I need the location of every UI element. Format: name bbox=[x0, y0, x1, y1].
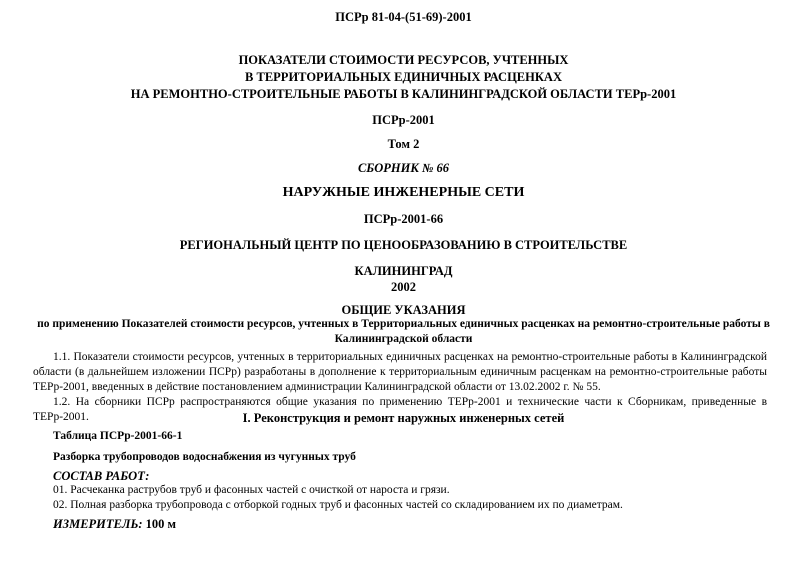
general-subheading-1: по применению Показателей стоимости ресурсов, учтенных в Территориальных единичных расценках на ремонтно-строительные работы в bbox=[37, 318, 770, 330]
general-heading: ОБЩИЕ УКАЗАНИЯ bbox=[341, 303, 466, 317]
table-title: Разборка трубопроводов водоснабжения из чугунных труб bbox=[53, 451, 356, 463]
work-heading: СОСТАВ РАБОТ: bbox=[53, 469, 150, 483]
title-line-3: НА РЕМОНТНО-СТРОИТЕЛЬНЫЕ РАБОТЫ В КАЛИНИНГРАДСКОЙ ОБЛАСТИ ТЕРр-2001 bbox=[130, 87, 677, 101]
measure-value: 100 м bbox=[145, 517, 177, 531]
collection-label: СБОРНИК № 66 bbox=[357, 161, 450, 175]
collection-title: НАРУЖНЫЕ ИНЖЕНЕРНЫЕ СЕТИ bbox=[282, 185, 525, 200]
year-label: 2002 bbox=[391, 280, 416, 294]
general-subheading-2: Калининградской области bbox=[334, 333, 473, 345]
section-heading: I. Реконструкция и ремонт наружных инженерных сетей bbox=[242, 411, 565, 425]
measure-label: ИЗМЕРИТЕЛЬ: bbox=[53, 517, 143, 531]
volume-label: Том 2 bbox=[387, 137, 420, 151]
title-line-2: В ТЕРРИТОРИАЛЬНЫХ ЕДИНИЧНЫХ РАСЦЕНКАХ bbox=[245, 70, 562, 84]
work-item-2: 02. Полная разборка трубопровода с отборкой годных труб и фасонных частей со складированием их по диаметрам. bbox=[53, 499, 623, 511]
psrr-label: ПСРр-2001 bbox=[372, 113, 435, 127]
work-item-1: 01. Расчеканка раструбов труб и фасонных частей с очисткой от нароста и грязи. bbox=[53, 484, 450, 496]
city-label: КАЛИНИНГРАД bbox=[354, 264, 453, 278]
paragraph-1-2: 1.2. На сборники ПСРр распространяются общие указания по применению ТЕРр-2001 и технические части к Сборникам, приведенные в ТЕРр-2001. bbox=[33, 396, 767, 423]
title-line-1: ПОКАЗАТЕЛИ СТОИМОСТИ РЕСУРСОВ, УЧТЕННЫХ bbox=[238, 53, 569, 67]
paragraph-1-1: 1.1. Показатели стоимости ресурсов, учтенных в территориальных единичных расценках на ремонтно-строительные работы в Калининградской области (в дальнейшем изложении ПСРр) разработаны в дополнение к территориальным единичным расценкам на ремонтно-строительные работы ТЕРр-2001, введенных в действие постановлением администрации Калининградской области от 13.02.2002 г. № 55. bbox=[33, 351, 767, 393]
measure-row bbox=[53, 517, 176, 532]
doc-code: ПСРр 81-04-(51-69)-2001 bbox=[335, 10, 472, 24]
table-label: Таблица ПСРр-2001-66-1 bbox=[53, 430, 183, 442]
center-name: РЕГИОНАЛЬНЫЙ ЦЕНТР ПО ЦЕНООБРАЗОВАНИЮ В СТРОИТЕЛЬСТВЕ bbox=[179, 238, 628, 252]
collection-code: ПСРр-2001-66 bbox=[363, 212, 444, 226]
